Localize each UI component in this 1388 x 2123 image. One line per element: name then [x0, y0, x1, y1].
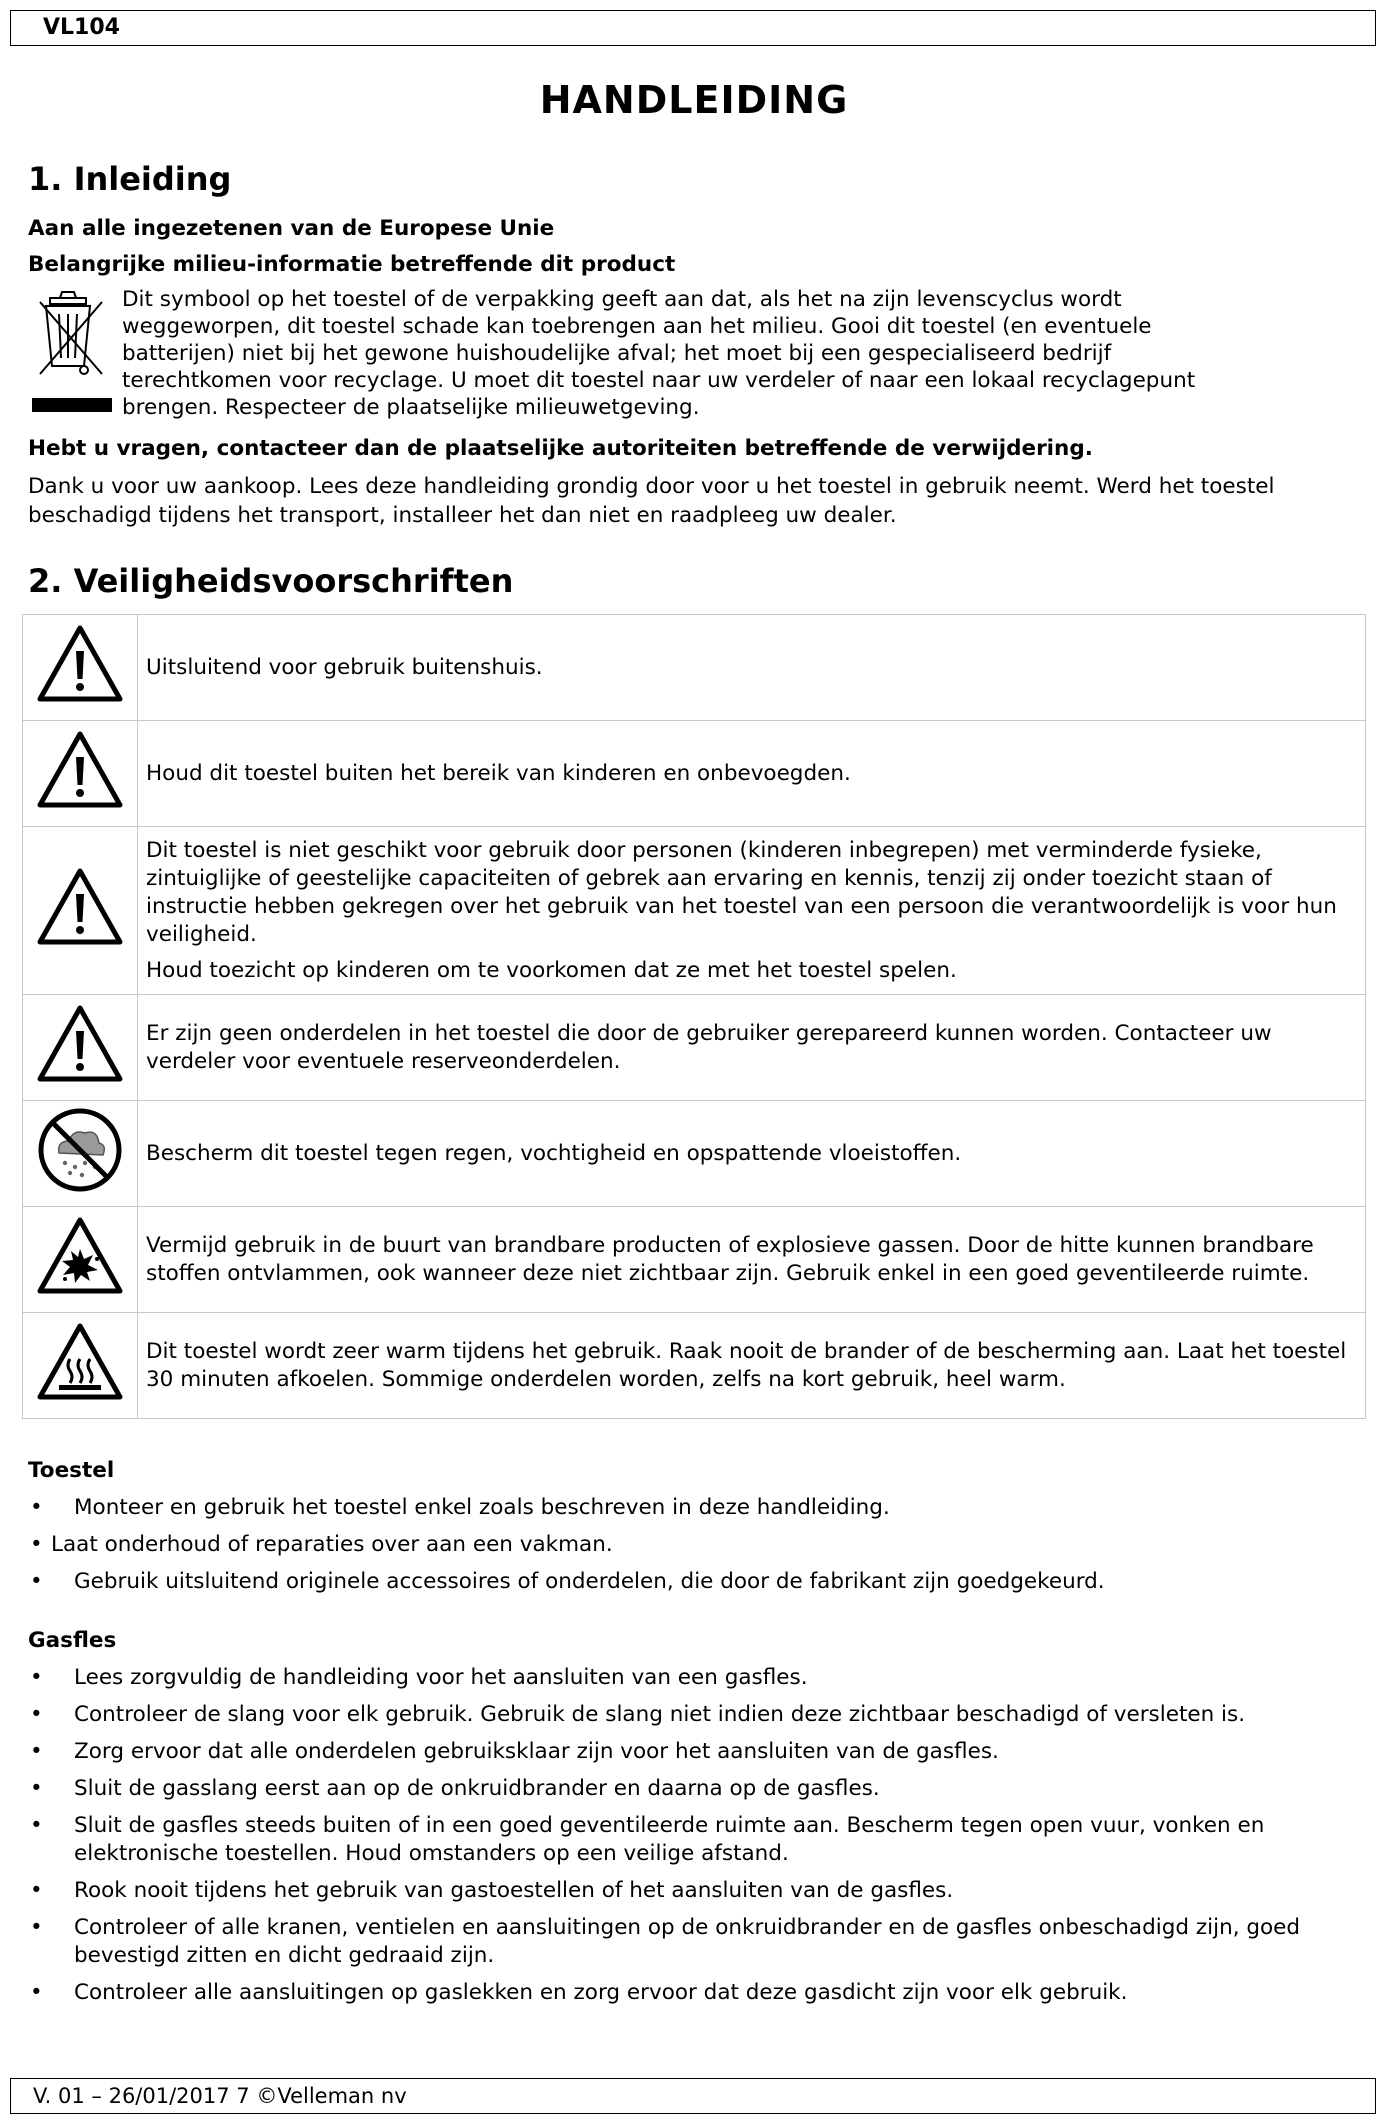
environment-heading: Belangrijke milieu-informatie betreffende dit product — [28, 252, 676, 277]
weee-line: batterijen) niet bij het gewone huishoudelijke afval; het moet bij een gespecialiseerd bedrijf — [122, 341, 1112, 366]
safety-text: Bescherm dit toestel tegen regen, vochtigheid en opspattende vloeistoffen. — [146, 1140, 962, 1166]
gasfles-heading: Gasfles — [28, 1628, 117, 1653]
no-rain-icon — [35, 1105, 125, 1195]
list-item: • Sluit de gasslang eerst aan op de onkruidbrander en daarna op de gasfles. — [28, 1775, 1368, 1803]
toestel-heading: Toestel — [28, 1458, 115, 1483]
safety-row — [23, 1207, 1366, 1313]
warning-icon — [35, 866, 125, 948]
page-footer — [10, 2078, 1376, 2114]
eu-heading: Aan alle ingezetenen van de Europese Unie — [28, 216, 555, 241]
warning-icon — [35, 623, 125, 705]
weee-line: weggeworpen, dit toestel schade kan toebrengen aan het milieu. Gooi dit toestel (en eventuele — [122, 314, 1152, 339]
page-header — [10, 10, 1376, 46]
gasfles-list — [28, 1664, 1368, 2016]
hot-surface-icon — [35, 1321, 125, 1403]
list-item: • Controleer of alle kranen, ventielen en aansluitingen op de onkruidbrander en de gasfles onbeschadigd zijn, goed bevestigd zitten en dicht gedraaid zijn. — [28, 1914, 1368, 1970]
list-item: • Gebruik uitsluitend originele accessoires of onderdelen, die door de fabrikant zijn goedgekeurd. — [28, 1568, 1368, 1596]
safety-row — [23, 995, 1366, 1101]
safety-text: Dit toestel wordt zeer warm tijdens het gebruik. Raak nooit de brander of de bescherming aan. Laat het toestel 30 minuten afkoelen. Sommige onderdelen worden, zelfs na kort gebruik, heel warm. — [146, 1338, 1347, 1392]
explosive-icon — [35, 1215, 125, 1297]
safety-row — [23, 721, 1366, 827]
list-item: • Monteer en gebruik het toestel enkel zoals beschreven in deze handleiding. — [28, 1494, 1368, 1522]
safety-text: Houd dit toestel buiten het bereik van kinderen en onbevoegden. — [146, 760, 851, 786]
weee-line: Dit symbool op het toestel of de verpakking geeft aan dat, als het na zijn levenscyclus wordt — [122, 287, 1122, 312]
model-number: VL104 — [43, 15, 120, 40]
safety-table — [22, 614, 1366, 1419]
weee-line: terechtkomen voor recyclage. U moet dit toestel naar uw verdeler of naar een lokaal recyclagepunt — [122, 368, 1196, 393]
footer-text: V. 01 – 26/01/2017 7 ©Velleman nv — [33, 2084, 407, 2108]
weee-bin-icon — [26, 288, 118, 418]
section-2-heading: 2. Veiligheidsvoorschriften — [28, 562, 514, 600]
warning-icon — [35, 729, 125, 811]
safety-row — [23, 827, 1366, 995]
safety-text: Houd toezicht op kinderen om te voorkomen dat ze met het toestel spelen. — [146, 957, 957, 983]
document-title: HANDLEIDING — [539, 78, 849, 122]
list-item: • Sluit de gasfles steeds buiten of in een goed geventileerde ruimte aan. Bescherm tegen open vuur, vonken en elektronische toestellen. Houd omstanders op een veilige afstand. — [28, 1812, 1368, 1868]
safety-text: Uitsluitend voor gebruik buitenshuis. — [146, 654, 543, 680]
weee-line: brengen. Respecteer de plaatselijke milieuwetgeving. — [122, 395, 700, 420]
list-item: • Lees zorgvuldig de handleiding voor het aansluiten van een gasfles. — [28, 1664, 1368, 1692]
safety-text: Vermijd gebruik in de buurt van brandbare producten of explosieve gassen. Door de hitte kunnen brandbare stoffen ontvlammen, ook wanneer deze niet zichtbaar zijn. Gebruik enkel in een goed geventileerde ruimte. — [146, 1232, 1314, 1286]
list-item: • Zorg ervoor dat alle onderdelen gebruiksklaar zijn voor het aansluiten van de gasfles. — [28, 1738, 1368, 1766]
weee-text — [122, 286, 1362, 421]
safety-row — [23, 1313, 1366, 1419]
safety-text: Dit toestel is niet geschikt voor gebruik door personen (kinderen inbegrepen) met verminderde fysieke, zintuiglijke of geestelijke capaciteiten of gebrek aan ervaring en kennis, tenzij zij onder toezicht staan of instructie hebben gekregen over het gebruik van het toestel van een persoon die verantwoordelijk is voor hun veiligheid. — [146, 837, 1337, 947]
safety-text: Er zijn geen onderdelen in het toestel die door de gebruiker gerepareerd kunnen worden. Contacteer uw verdeler voor eventuele reserveonderdelen. — [146, 1020, 1272, 1074]
safety-row — [23, 1101, 1366, 1207]
list-item: • Rook nooit tijdens het gebruik van gastoestellen of het aansluiten van de gasfles. — [28, 1877, 1368, 1905]
safety-row — [23, 615, 1366, 721]
warning-icon — [35, 1003, 125, 1085]
questions-notice: Hebt u vragen, contacteer dan de plaatselijke autoriteiten betreffende de verwijdering. — [28, 436, 1093, 461]
toestel-list — [28, 1494, 1368, 1605]
thanks-paragraph: Dank u voor uw aankoop. Lees deze handleiding grondig door voor u het toestel in gebruik neemt. Werd het toestel beschadigd tijdens het transport, installeer het dan niet en raadpleeg uw dealer. — [28, 474, 1275, 528]
list-item: • Controleer de slang voor elk gebruik. Gebruik de slang niet indien deze zichtbaar beschadigd of versleten is. — [28, 1701, 1368, 1729]
section-1-heading: 1. Inleiding — [28, 160, 232, 198]
list-item: • Laat onderhoud of reparaties over aan een vakman. — [28, 1531, 1368, 1559]
list-item: • Controleer alle aansluitingen op gaslekken en zorg ervoor dat deze gasdicht zijn voor elk gebruik. — [28, 1979, 1368, 2007]
